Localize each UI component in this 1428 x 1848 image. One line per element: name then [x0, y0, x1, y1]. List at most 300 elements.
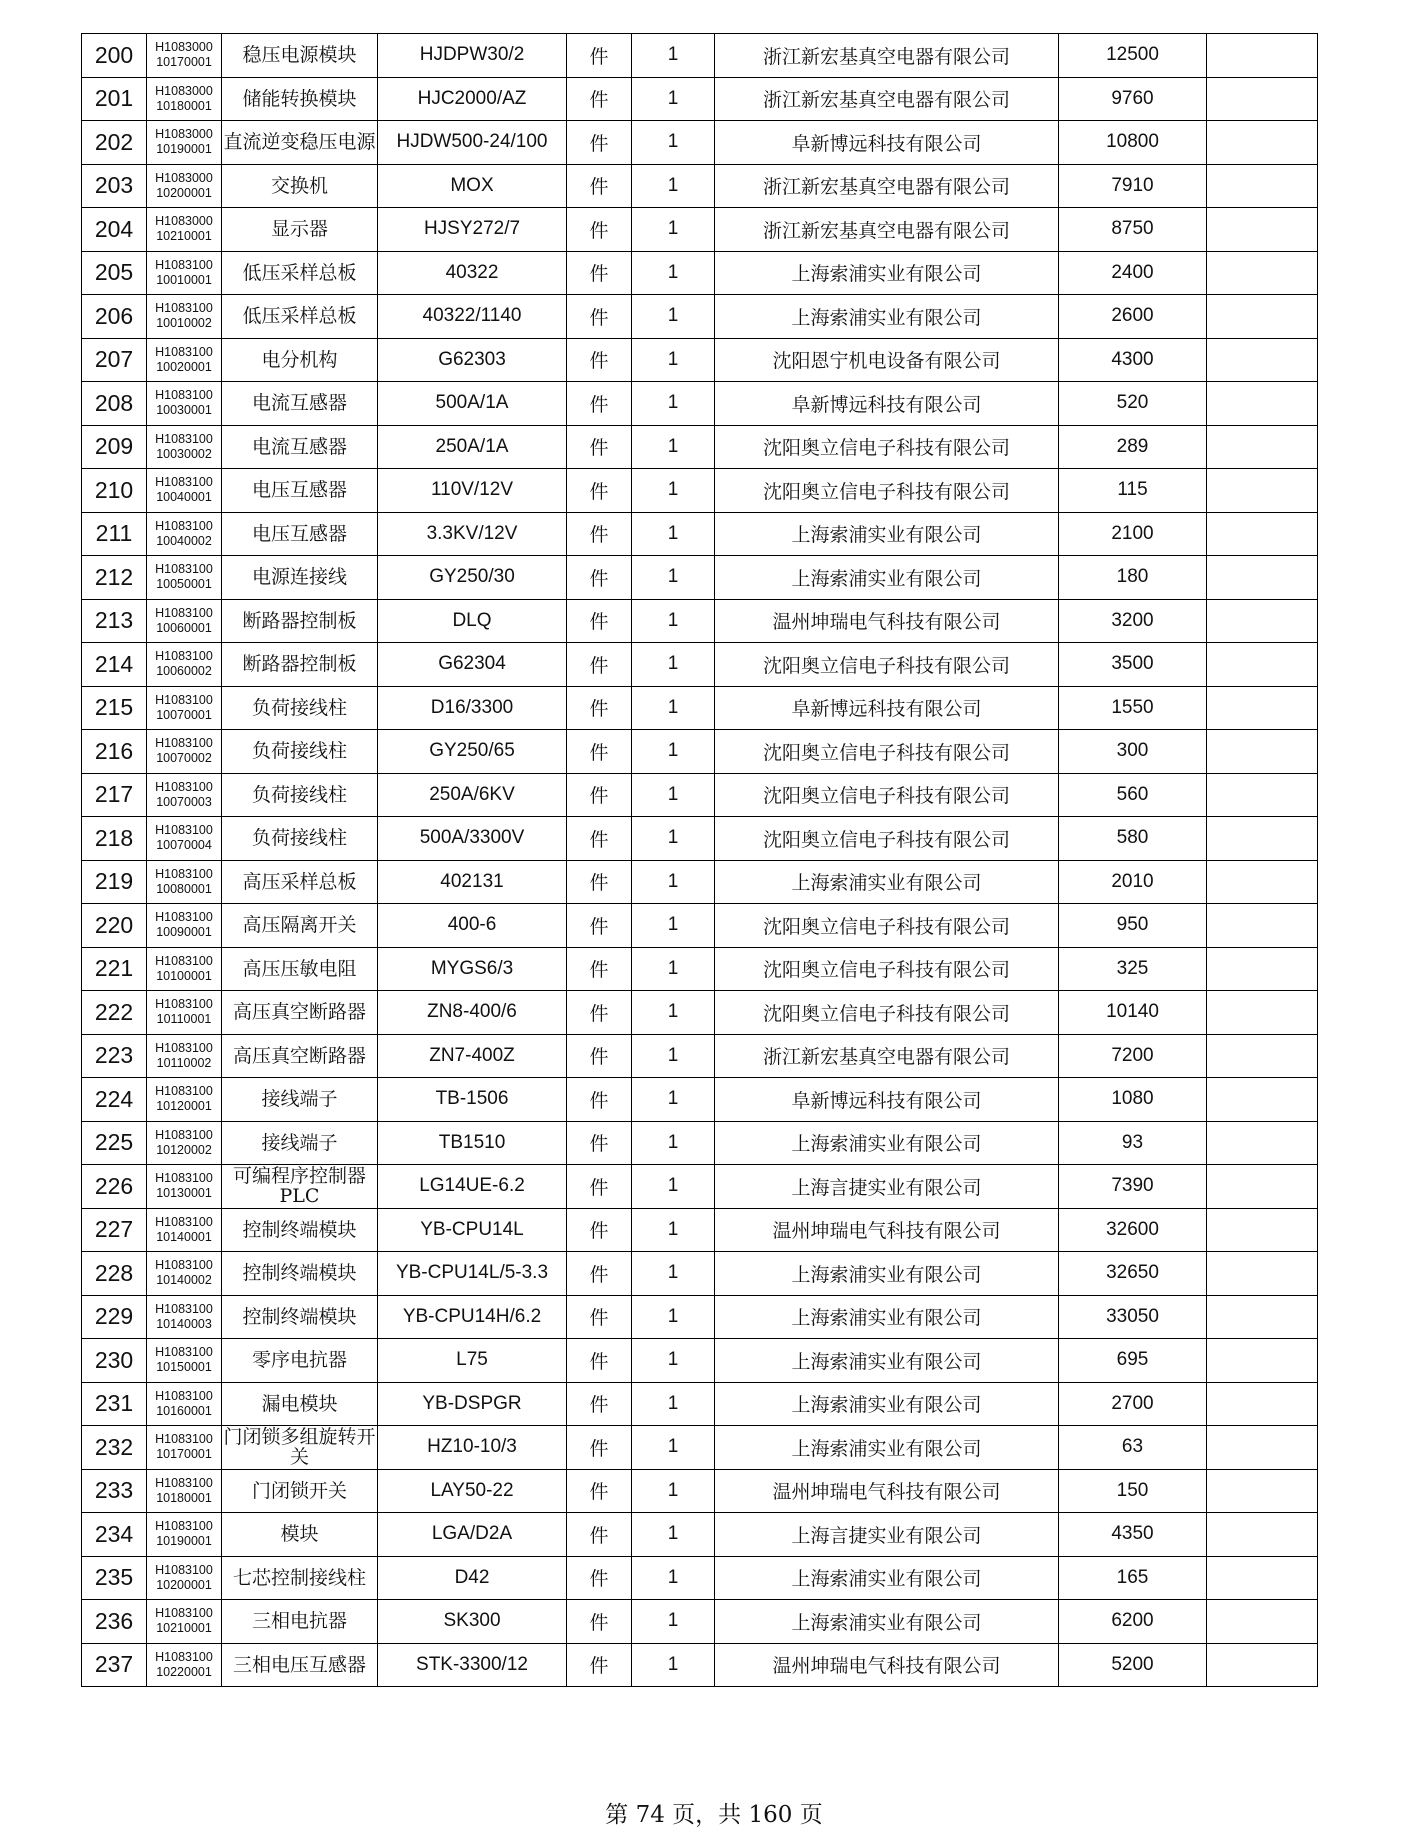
- material-code-line-2: 10210001: [156, 1621, 212, 1636]
- table-row: [82, 164, 1318, 208]
- material-code-line-2: 10170001: [156, 1447, 212, 1462]
- item-note: [1207, 1121, 1318, 1165]
- item-quantity: 1: [632, 295, 715, 339]
- item-unit: 件: [567, 643, 632, 687]
- item-price: 8750: [1059, 208, 1207, 252]
- item-name: 高压真空断路器: [222, 991, 378, 1035]
- item-unit: 件: [567, 121, 632, 165]
- item-note: [1207, 1252, 1318, 1296]
- table-row: [82, 1556, 1318, 1600]
- material-code: [147, 121, 222, 165]
- material-code: [147, 1165, 222, 1209]
- item-unit: 件: [567, 382, 632, 426]
- item-price: 520: [1059, 382, 1207, 426]
- table-row: [82, 1339, 1318, 1383]
- item-unit: 件: [567, 1034, 632, 1078]
- item-quantity: 1: [632, 208, 715, 252]
- item-price: 5200: [1059, 1643, 1207, 1687]
- item-model: 402131: [378, 860, 567, 904]
- row-number: 204: [82, 208, 147, 252]
- item-note: [1207, 991, 1318, 1035]
- item-model: G62304: [378, 643, 567, 687]
- item-unit: 件: [567, 730, 632, 774]
- item-model: HJDW500-24/100: [378, 121, 567, 165]
- material-code-line-1: H1083100: [155, 1214, 213, 1229]
- material-code-line-2: 10170001: [156, 55, 212, 70]
- item-price: 2100: [1059, 512, 1207, 556]
- item-name: 高压采样总板: [222, 860, 378, 904]
- item-model: YB-DSPGR: [378, 1382, 567, 1426]
- supplier-name: 温州坤瑞电气科技有限公司: [715, 1643, 1059, 1687]
- material-code: [147, 556, 222, 600]
- supplier-name: 上海言捷实业有限公司: [715, 1513, 1059, 1557]
- material-code-line-1: H1083100: [155, 1519, 213, 1534]
- row-number: 200: [82, 34, 147, 78]
- item-model: 110V/12V: [378, 469, 567, 513]
- material-code-line-2: 10120001: [156, 1099, 212, 1114]
- table-row: [82, 904, 1318, 948]
- item-price: 63: [1059, 1426, 1207, 1470]
- item-quantity: 1: [632, 1121, 715, 1165]
- supplier-name: 浙江新宏基真空电器有限公司: [715, 1034, 1059, 1078]
- material-code: [147, 1556, 222, 1600]
- item-price: 150: [1059, 1469, 1207, 1513]
- item-price: 2700: [1059, 1382, 1207, 1426]
- item-unit: 件: [567, 1295, 632, 1339]
- item-name: 显示器: [222, 208, 378, 252]
- material-code-line-2: 10120002: [156, 1142, 212, 1157]
- item-unit: 件: [567, 512, 632, 556]
- material-code: [147, 1295, 222, 1339]
- row-number: 236: [82, 1600, 147, 1644]
- material-code-line-2: 10190001: [156, 142, 212, 157]
- material-code-line-2: 10070003: [156, 794, 212, 809]
- supplier-name: 沈阳奥立信电子科技有限公司: [715, 991, 1059, 1035]
- material-code: [147, 904, 222, 948]
- supplier-name: 浙江新宏基真空电器有限公司: [715, 164, 1059, 208]
- material-code-line-1: H1083100: [155, 431, 213, 446]
- material-code-line-2: 10200001: [156, 185, 212, 200]
- item-unit: 件: [567, 251, 632, 295]
- supplier-name: 上海索浦实业有限公司: [715, 1121, 1059, 1165]
- item-name: 电流互感器: [222, 382, 378, 426]
- material-code-line-1: H1083100: [155, 301, 213, 316]
- item-note: [1207, 164, 1318, 208]
- material-code-line-1: H1083100: [155, 953, 213, 968]
- item-quantity: 1: [632, 556, 715, 600]
- item-quantity: 1: [632, 904, 715, 948]
- material-code-line-2: 10140003: [156, 1316, 212, 1331]
- material-code-line-2: 10110002: [156, 1055, 212, 1070]
- supplier-name: 温州坤瑞电气科技有限公司: [715, 599, 1059, 643]
- item-name: 零序电抗器: [222, 1339, 378, 1383]
- row-number: 203: [82, 164, 147, 208]
- table-row: [82, 1643, 1318, 1687]
- material-code: [147, 991, 222, 1035]
- material-code-line-2: 10210001: [156, 229, 212, 244]
- item-name: 控制终端模块: [222, 1208, 378, 1252]
- item-quantity: 1: [632, 1469, 715, 1513]
- supplier-name: 上海索浦实业有限公司: [715, 1556, 1059, 1600]
- item-note: [1207, 904, 1318, 948]
- table-row: [82, 556, 1318, 600]
- supplier-name: 上海索浦实业有限公司: [715, 1382, 1059, 1426]
- material-code-line-2: 10010002: [156, 316, 212, 331]
- item-unit: 件: [567, 469, 632, 513]
- supplier-name: 上海索浦实业有限公司: [715, 556, 1059, 600]
- material-code: [147, 1513, 222, 1557]
- item-model: 400-6: [378, 904, 567, 948]
- item-name: 电流互感器: [222, 425, 378, 469]
- row-number: 205: [82, 251, 147, 295]
- item-price: 165: [1059, 1556, 1207, 1600]
- table-row: [82, 1513, 1318, 1557]
- row-number: 206: [82, 295, 147, 339]
- supplier-name: 沈阳奥立信电子科技有限公司: [715, 469, 1059, 513]
- material-code-line-1: H1083100: [155, 1606, 213, 1621]
- item-name: 三相电压互感器: [222, 1643, 378, 1687]
- item-model: 40322: [378, 251, 567, 295]
- item-quantity: 1: [632, 1513, 715, 1557]
- table-row: [82, 1426, 1318, 1470]
- item-quantity: 1: [632, 77, 715, 121]
- item-name: 直流逆变稳压电源: [222, 121, 378, 165]
- item-unit: 件: [567, 77, 632, 121]
- material-code: [147, 1600, 222, 1644]
- item-name: 漏电模块: [222, 1382, 378, 1426]
- material-code-line-1: H1083100: [155, 866, 213, 881]
- table-row: [82, 34, 1318, 78]
- item-quantity: 1: [632, 817, 715, 861]
- material-code: [147, 1643, 222, 1687]
- material-code-line-1: H1083100: [155, 1258, 213, 1273]
- supplier-name: 上海索浦实业有限公司: [715, 295, 1059, 339]
- item-quantity: 1: [632, 338, 715, 382]
- supplier-name: 沈阳奥立信电子科技有限公司: [715, 947, 1059, 991]
- item-model: D16/3300: [378, 686, 567, 730]
- item-price: 2600: [1059, 295, 1207, 339]
- item-quantity: 1: [632, 643, 715, 687]
- material-code-line-2: 10020001: [156, 359, 212, 374]
- item-name: 高压真空断路器: [222, 1034, 378, 1078]
- item-price: 3200: [1059, 599, 1207, 643]
- row-number: 209: [82, 425, 147, 469]
- item-name: 门闭锁多组旋转开关: [223, 1426, 376, 1469]
- item-note: [1207, 1295, 1318, 1339]
- supplier-name: 上海索浦实业有限公司: [715, 512, 1059, 556]
- material-code: [147, 295, 222, 339]
- item-name: 电压互感器: [222, 512, 378, 556]
- item-note: [1207, 1513, 1318, 1557]
- item-unit: 件: [567, 1121, 632, 1165]
- item-unit: 件: [567, 1382, 632, 1426]
- material-code-line-1: H1083100: [155, 257, 213, 272]
- row-number: 230: [82, 1339, 147, 1383]
- supplier-name: 阜新博远科技有限公司: [715, 121, 1059, 165]
- supplier-name: 上海言捷实业有限公司: [715, 1165, 1059, 1209]
- row-number: 221: [82, 947, 147, 991]
- row-number: 219: [82, 860, 147, 904]
- material-code-line-1: H1083100: [155, 1171, 213, 1186]
- row-number: 202: [82, 121, 147, 165]
- row-number: 237: [82, 1643, 147, 1687]
- material-code: [147, 643, 222, 687]
- table-row: [82, 338, 1318, 382]
- item-model: GY250/30: [378, 556, 567, 600]
- item-note: [1207, 686, 1318, 730]
- supplier-name: 上海索浦实业有限公司: [715, 860, 1059, 904]
- material-code-line-2: 10040001: [156, 490, 212, 505]
- item-name: 三相电抗器: [222, 1600, 378, 1644]
- item-price: 32600: [1059, 1208, 1207, 1252]
- row-number: 207: [82, 338, 147, 382]
- item-unit: 件: [567, 1469, 632, 1513]
- item-name: 控制终端模块: [222, 1295, 378, 1339]
- item-unit: 件: [567, 904, 632, 948]
- item-note: [1207, 1426, 1318, 1470]
- material-code-line-1: H1083100: [155, 344, 213, 359]
- row-number: 217: [82, 773, 147, 817]
- material-code-line-2: 10190001: [156, 1534, 212, 1549]
- material-code-line-2: 10220001: [156, 1664, 212, 1679]
- item-model: LGA/D2A: [378, 1513, 567, 1557]
- table-row: [82, 512, 1318, 556]
- material-code-line-1: H1083000: [155, 40, 213, 55]
- item-quantity: 1: [632, 469, 715, 513]
- item-quantity: 1: [632, 1252, 715, 1296]
- table-row: [82, 1382, 1318, 1426]
- material-code-line-2: 10160001: [156, 1403, 212, 1418]
- item-note: [1207, 1034, 1318, 1078]
- supplier-name: 沈阳奥立信电子科技有限公司: [715, 643, 1059, 687]
- table-row: [82, 1469, 1318, 1513]
- table-row: [82, 817, 1318, 861]
- item-price: 12500: [1059, 34, 1207, 78]
- item-note: [1207, 1208, 1318, 1252]
- row-number: 218: [82, 817, 147, 861]
- material-code-line-2: 10070002: [156, 751, 212, 766]
- supplier-name: 温州坤瑞电气科技有限公司: [715, 1469, 1059, 1513]
- material-code-line-2: 10060002: [156, 664, 212, 679]
- material-code-line-1: H1083100: [155, 910, 213, 925]
- item-quantity: 1: [632, 1643, 715, 1687]
- material-code: [147, 1078, 222, 1122]
- material-code-line-2: 10180001: [156, 98, 212, 113]
- item-unit: 件: [567, 556, 632, 600]
- item-unit: 件: [567, 773, 632, 817]
- item-price: 950: [1059, 904, 1207, 948]
- supplier-name: 沈阳奥立信电子科技有限公司: [715, 730, 1059, 774]
- row-number: 225: [82, 1121, 147, 1165]
- item-quantity: 1: [632, 1034, 715, 1078]
- item-quantity: 1: [632, 1208, 715, 1252]
- supplier-name: 浙江新宏基真空电器有限公司: [715, 77, 1059, 121]
- item-price: 1550: [1059, 686, 1207, 730]
- material-code-line-1: H1083100: [155, 562, 213, 577]
- item-model: YB-CPU14L/5-3.3: [378, 1252, 567, 1296]
- material-code: [147, 860, 222, 904]
- item-price: 7390: [1059, 1165, 1207, 1209]
- item-note: [1207, 512, 1318, 556]
- material-code-line-1: H1083100: [155, 736, 213, 751]
- item-note: [1207, 556, 1318, 600]
- item-quantity: 1: [632, 599, 715, 643]
- item-quantity: 1: [632, 773, 715, 817]
- item-quantity: 1: [632, 251, 715, 295]
- supplier-name: 浙江新宏基真空电器有限公司: [715, 34, 1059, 78]
- row-number: 235: [82, 1556, 147, 1600]
- item-quantity: 1: [632, 686, 715, 730]
- supplier-name: 阜新博远科技有限公司: [715, 382, 1059, 426]
- item-price: 9760: [1059, 77, 1207, 121]
- material-code: [147, 164, 222, 208]
- item-model: HJSY272/7: [378, 208, 567, 252]
- item-price: 4300: [1059, 338, 1207, 382]
- item-unit: 件: [567, 947, 632, 991]
- supplier-name: 沈阳奥立信电子科技有限公司: [715, 773, 1059, 817]
- item-name: 负荷接线柱: [222, 730, 378, 774]
- table-row: [82, 425, 1318, 469]
- item-name: 高压隔离开关: [222, 904, 378, 948]
- item-quantity: 1: [632, 991, 715, 1035]
- item-note: [1207, 1339, 1318, 1383]
- supplier-name: 上海索浦实业有限公司: [715, 1295, 1059, 1339]
- item-unit: 件: [567, 1426, 632, 1470]
- item-name: 门闭锁开关: [222, 1469, 378, 1513]
- material-code: [147, 251, 222, 295]
- item-unit: 件: [567, 1556, 632, 1600]
- row-number: 201: [82, 77, 147, 121]
- item-model: 500A/1A: [378, 382, 567, 426]
- item-note: [1207, 1643, 1318, 1687]
- item-quantity: 1: [632, 1426, 715, 1470]
- item-model: YB-CPU14L: [378, 1208, 567, 1252]
- row-number: 226: [82, 1165, 147, 1209]
- item-model: 250A/6KV: [378, 773, 567, 817]
- supplier-name: 沈阳奥立信电子科技有限公司: [715, 904, 1059, 948]
- item-model: TB1510: [378, 1121, 567, 1165]
- item-name: 低压采样总板: [222, 295, 378, 339]
- supplier-name: 沈阳奥立信电子科技有限公司: [715, 425, 1059, 469]
- item-quantity: 1: [632, 730, 715, 774]
- supplier-name: 上海索浦实业有限公司: [715, 251, 1059, 295]
- item-note: [1207, 947, 1318, 991]
- item-name: 电分机构: [222, 338, 378, 382]
- item-price: 7910: [1059, 164, 1207, 208]
- material-code-line-2: 10060001: [156, 620, 212, 635]
- material-code: [147, 1252, 222, 1296]
- item-unit: 件: [567, 1339, 632, 1383]
- material-code: [147, 425, 222, 469]
- table-row: [82, 469, 1318, 513]
- item-quantity: 1: [632, 1295, 715, 1339]
- material-code: [147, 599, 222, 643]
- item-unit: 件: [567, 425, 632, 469]
- item-name: 高压压敏电阻: [222, 947, 378, 991]
- material-code-line-1: H1083000: [155, 170, 213, 185]
- item-unit: 件: [567, 599, 632, 643]
- parts-price-table: [81, 33, 1318, 1687]
- item-quantity: 1: [632, 34, 715, 78]
- item-unit: 件: [567, 1513, 632, 1557]
- material-code: [147, 1339, 222, 1383]
- material-code-line-1: H1083100: [155, 779, 213, 794]
- table-row: [82, 295, 1318, 339]
- item-price: 93: [1059, 1121, 1207, 1165]
- material-code: [147, 338, 222, 382]
- row-number: 216: [82, 730, 147, 774]
- material-code: [147, 208, 222, 252]
- table-row: [82, 1078, 1318, 1122]
- table-row: [82, 860, 1318, 904]
- item-note: [1207, 1469, 1318, 1513]
- material-code-line-1: H1083100: [155, 1432, 213, 1447]
- item-price: 10140: [1059, 991, 1207, 1035]
- item-name: 负荷接线柱: [222, 773, 378, 817]
- table-row: [82, 1034, 1318, 1078]
- item-name: 断路器控制板: [222, 599, 378, 643]
- material-code-line-1: H1083100: [155, 692, 213, 707]
- material-code: [147, 1426, 222, 1470]
- item-model: LG14UE-6.2: [378, 1165, 567, 1209]
- item-model: MYGS6/3: [378, 947, 567, 991]
- item-price: 2400: [1059, 251, 1207, 295]
- material-code: [147, 947, 222, 991]
- item-model: 40322/1140: [378, 295, 567, 339]
- material-code: [147, 1208, 222, 1252]
- item-note: [1207, 730, 1318, 774]
- material-code: [147, 512, 222, 556]
- item-price: 289: [1059, 425, 1207, 469]
- item-name: 交换机: [222, 164, 378, 208]
- row-number: 228: [82, 1252, 147, 1296]
- material-code-line-1: H1083100: [155, 1301, 213, 1316]
- material-code-line-1: H1083100: [155, 518, 213, 533]
- item-price: 6200: [1059, 1600, 1207, 1644]
- supplier-name: 沈阳恩宁机电设备有限公司: [715, 338, 1059, 382]
- item-unit: 件: [567, 1165, 632, 1209]
- page-number-footer: 第 74 页，共 160 页: [605, 1802, 823, 1828]
- table-row: [82, 1600, 1318, 1644]
- item-model: G62303: [378, 338, 567, 382]
- material-code-line-1: H1083100: [155, 388, 213, 403]
- item-name: 储能转换模块: [222, 77, 378, 121]
- material-code-line-1: H1083100: [155, 1562, 213, 1577]
- material-code-line-1: H1083100: [155, 475, 213, 490]
- item-name: 稳压电源模块: [222, 34, 378, 78]
- item-model: YB-CPU14H/6.2: [378, 1295, 567, 1339]
- material-code-line-1: H1083000: [155, 214, 213, 229]
- item-name: 接线端子: [222, 1078, 378, 1122]
- row-number: 231: [82, 1382, 147, 1426]
- material-code-line-2: 10200001: [156, 1577, 212, 1592]
- item-name: 控制终端模块: [222, 1252, 378, 1296]
- material-code-line-2: 10130001: [156, 1186, 212, 1201]
- row-number: 233: [82, 1469, 147, 1513]
- row-number: 223: [82, 1034, 147, 1078]
- item-note: [1207, 1382, 1318, 1426]
- supplier-name: 温州坤瑞电气科技有限公司: [715, 1208, 1059, 1252]
- material-code: [147, 1034, 222, 1078]
- table-row: [82, 77, 1318, 121]
- table-row: [82, 1121, 1318, 1165]
- row-number: 214: [82, 643, 147, 687]
- item-model: ZN7-400Z: [378, 1034, 567, 1078]
- item-model: LAY50-22: [378, 1469, 567, 1513]
- item-price: 695: [1059, 1339, 1207, 1383]
- item-price: 7200: [1059, 1034, 1207, 1078]
- item-name: 电压互感器: [222, 469, 378, 513]
